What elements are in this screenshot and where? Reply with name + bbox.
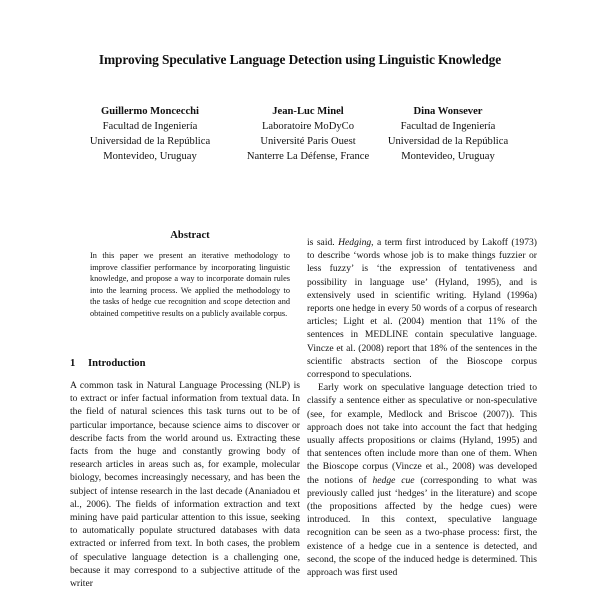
author-location: Nanterre La Défense, France <box>246 151 370 162</box>
author-affiliation: Universidad de la República <box>89 136 211 147</box>
author-name: Dina Wonsever <box>413 106 483 117</box>
author-affiliation: Facultad de Ingeniería <box>102 121 198 132</box>
term-hedge-cue: hedge cue <box>372 474 415 486</box>
author-name: Guillermo Moncecchi <box>101 106 199 117</box>
author-affiliation: Université Paris Ouest <box>260 136 356 147</box>
text-run: , a term first introduced by Lakoff (1973) to describe ‘words whose job is to make things fuzzier or less fuzzy’ is ‘the expression of tentativeness and possibility in language use’ (Hyland, 1995), and is extensively used in scientific writing. Hyland (1996a) reports one hedge in every 50 words of a corpus of research articles; Light et al. (2004) mention that 11% of the sentences in MEDLINE contain speculative language. Vincze et al. (2008) report that 18% of the sentences in the scientific abstracts section of the Bioscope corpus correspond to speculations. <box>307 237 537 381</box>
section-title: Introduction <box>88 358 146 369</box>
author-block-3 <box>360 104 536 164</box>
right-column-body <box>307 236 537 600</box>
intro-paragraph-continued <box>307 236 537 381</box>
abstract-text: In this paper we present an iterative methodology to improve classifier performance by incorporating linguistic knowledge, and propose a way to incorporate domain rules into the learning process. We applied the methodology to the tasks of hedge cue recognition and scope detection and obtained competitive results on a publicly available corpus. <box>90 251 290 318</box>
section-number: 1 <box>70 358 76 369</box>
author-affiliation: Universidad de la República <box>387 136 509 147</box>
author-name: Jean-Luc Minel <box>272 106 344 117</box>
abstract-heading: Abstract <box>170 230 210 241</box>
section-heading <box>70 358 146 369</box>
author-location: Montevideo, Uruguay <box>103 151 197 162</box>
text-run: is said. <box>307 237 339 248</box>
author-affiliation: Facultad de Ingeniería <box>400 121 496 132</box>
author-location: Montevideo, Uruguay <box>401 151 495 162</box>
author-affiliation: Laboratoire MoDyCo <box>261 121 355 132</box>
left-column-body <box>70 379 300 600</box>
text-run: Early work on speculative language detection tried to classify a sentence either as speculative or non-speculative (see, for example, Medlock and Briscoe (2007)). This approach does not take into account the fact that hedging usually affects propositions or claims (Hyland, 1995) and that sentences often include more than one of them. When the Bioscope corpus (Vincze et al., 2008) was developed the notions of <box>307 382 537 486</box>
intro-paragraph-1: A common task in Natural Language Processing (NLP) is to extract or infer factual information from textual data. In the field of natural sciences this task turns out to be of particular importance, because science aims to discover or describe facts from the world around us. Extracting these facts from the huge and constantly growing body of research articles in areas such as, for example, molecular biology, becomes increasingly necessary, and has been the subject of intense research in the last decade (Ananiadou et al., 2006). The fields of information extraction and text mining have paid particular attention to this issue, seeking to automatically populate structured databases with data extracted or inferred from text. In both cases, the problem of speculative language detection is a challenging one, because it may correspond to a subjective attitude of the writer <box>70 380 300 590</box>
term-hedging: Hedging <box>338 237 372 248</box>
author-block-1 <box>62 104 238 164</box>
text-run: (corresponding to what was previously called just ‘hedges’ in the literature) and scope (the propositions affected by the hedge cues) were introduced. In this context, speculative language recognition can be seen as a two-phase process: first, the existence of a hedge cue in a sentence is detected, and second, the scope of the induced hedge is determined. This approach was first used <box>307 474 537 579</box>
intro-paragraph-2 <box>307 381 537 579</box>
paper-title: Improving Speculative Language Detection using Linguistic Knowledge <box>98 52 502 67</box>
